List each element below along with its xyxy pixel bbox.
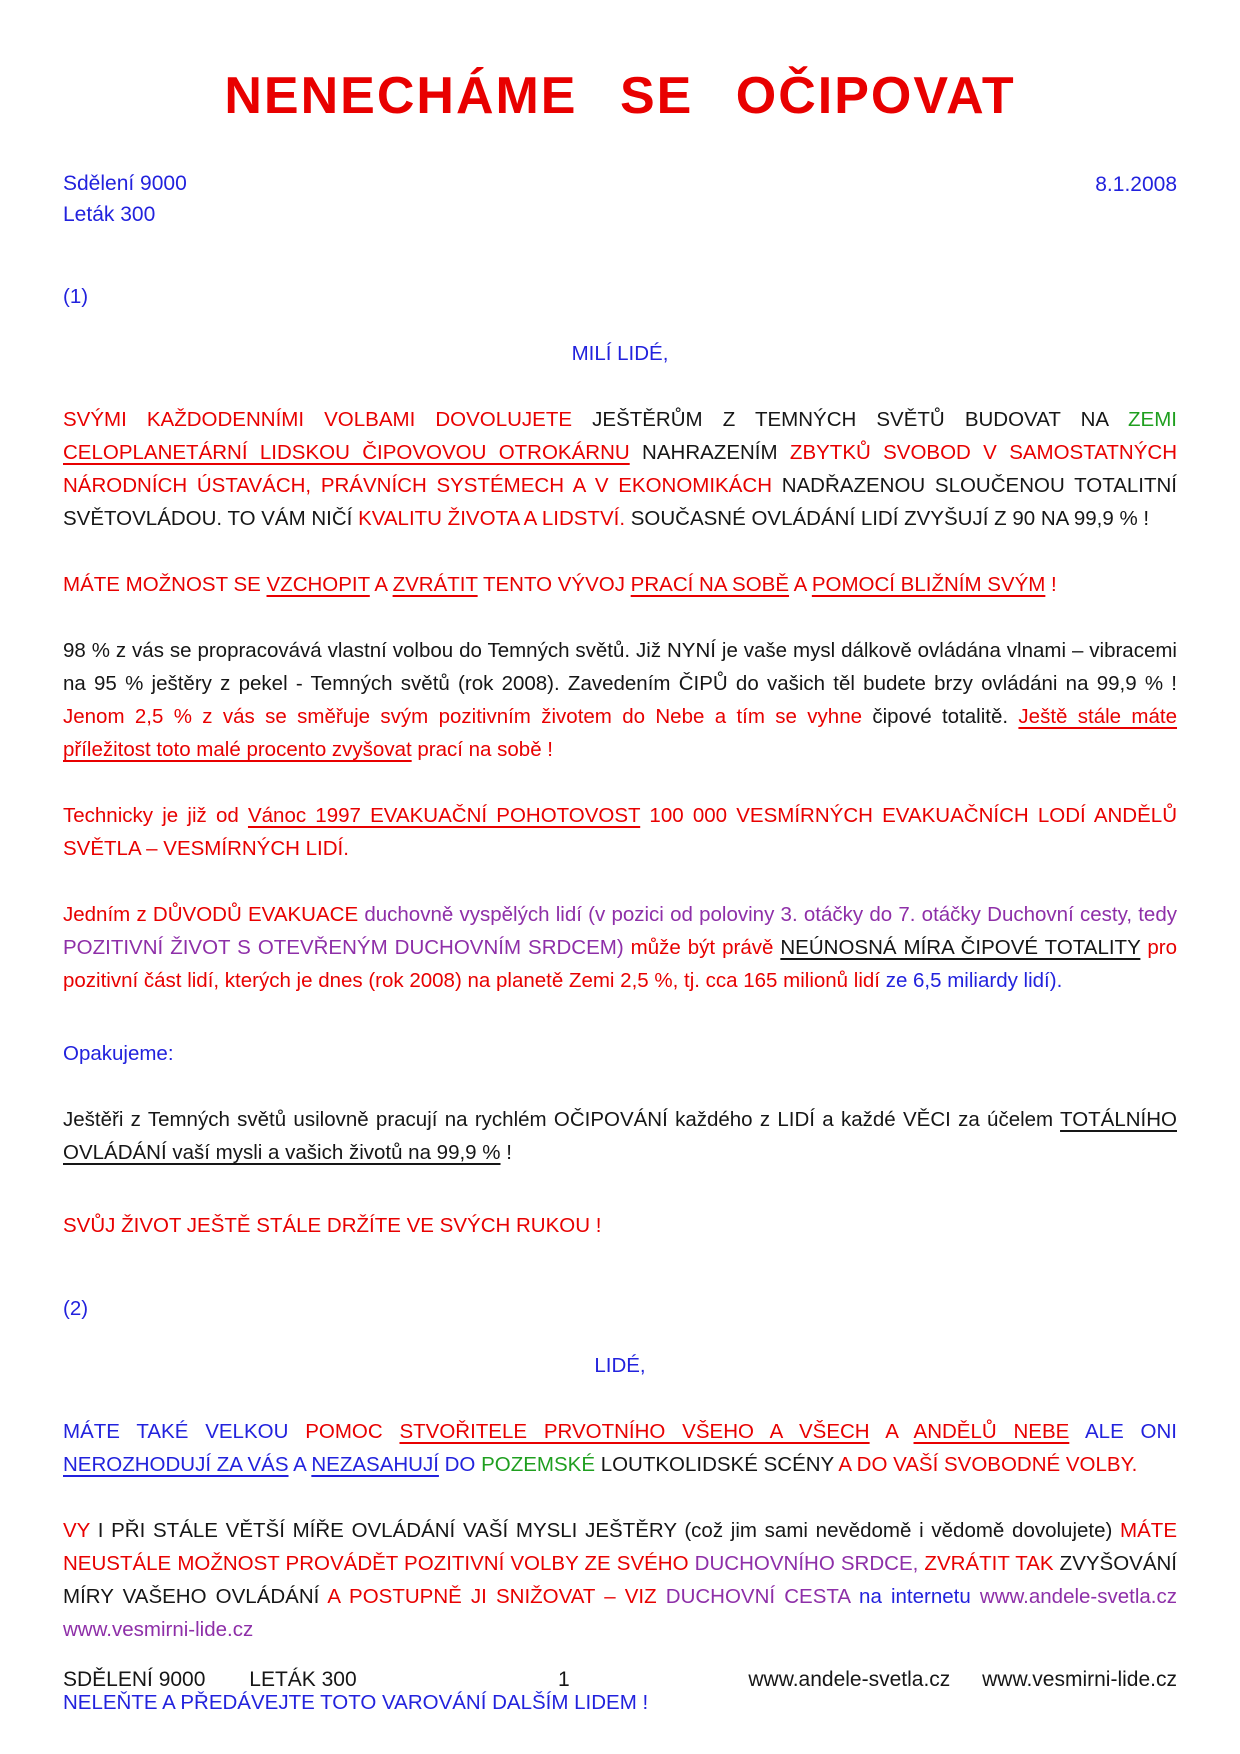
section-marker-2 [63,1292,1177,1325]
text-run: VY [63,1519,90,1542]
footer-urls [722,1668,1177,1692]
text-run: ALE ONI [1069,1420,1177,1443]
text-run: ZVRÁTIT [392,573,478,596]
text-run: A [369,573,393,596]
footer-url-andele-svetla: www.andele-svetla.cz [748,1668,951,1691]
text-run: SOUČASNÉ OVLÁDÁNÍ LIDÍ ZVYŠUJÍ Z 90 NA 99,9 % ! [630,507,1150,530]
text-run: ! [1045,573,1057,596]
text-run: TENTO VÝVOJ [477,573,631,596]
text-run: MILÍ LIDÉ, [571,342,669,365]
text-run: čipové totalitě. [872,705,1019,728]
text-run: POMOC [305,1420,400,1443]
text-run: NEROZHODUJÍ ZA VÁS [63,1453,289,1476]
text-run: duchovně vyspělých lidí (v pozici od poloviny 3. otáčky do 7. otáčky Duchovní cesty, tedy POZITIVNÍ ŽIVOT S OTEVŘENÝM DUCHOVNÍM SRDCEM) [63,903,1177,959]
text-run: CELOPLANETÁRNÍ LIDSKOU ČIPOVOVOU OTROKÁRNU [63,441,630,464]
text-run: A [869,1420,914,1443]
paragraph-opportunity [63,568,1177,601]
text-run: POMOCÍ BLIŽNÍM SVÝM [811,573,1046,596]
text-run: DO [438,1453,482,1476]
text-run: (2) [63,1297,89,1320]
document-blocks [63,280,1177,1719]
text-run: Opakujeme: [63,1042,174,1065]
header-date: 8.1.2008 [1095,173,1177,196]
text-run: MÁTE TAKÉ VELKOU [63,1420,306,1443]
text-run: Ještě stále máte příležitost toto malé procento zvyšovat [63,705,1177,761]
salutation-2 [63,1349,1177,1382]
footer-doc-id: SDĚLENÍ 9000 [63,1668,206,1691]
text-run: PRACÍ NA SOBĚ [630,573,790,596]
text-run: ! [500,1141,512,1164]
text-run: LOUTKOLIDSKÉ SCÉNY [600,1453,839,1476]
text-run: prací na sobě ! [411,738,553,761]
text-run: (1) [63,285,89,308]
text-run: ZVYŠOVÁNÍ MÍRY VAŠEHO OVLÁDÁNÍ [63,1552,1178,1608]
text-run: MÁTE NEUSTÁLE MOŽNOST PROVÁDĚT POZITIVNÍ VOLBY ZE SVÉHO [63,1519,1177,1575]
text-run: I PŘI STÁLE VĚTŠÍ MÍŘE OVLÁDÁNÍ VAŠÍ MYSLI JEŠTĚRY (což jim sami nevědomě i vědomě dovolujete) [89,1519,1121,1542]
text-run: Ještěři z Temných světů usilovně pracují na rychlém OČIPOVÁNÍ každého z LIDÍ a každé VĚCI za účelem [63,1108,1061,1131]
text-run: ZVRÁTIT TAK [918,1552,1060,1575]
paragraph-98-percent [63,634,1177,766]
text-run: DUCHOVNÍHO SRDCE, [694,1552,919,1575]
salutation-1 [63,337,1177,370]
text-run: ZBYTKŮ SVOBOD V SAMOSTATNÝCH NÁRODNÍCH ÚSTAVÁCH, PRÁVNÍCH SYSTÉMECH A V EKONOMIKÁCH [63,441,1177,497]
footer-page-number: 1 [558,1668,570,1691]
text-run: www.andele-svetla.cz www.vesmirni-lide.cz [63,1585,1178,1641]
text-run: NAHRAZENÍM [629,441,790,464]
text-run: ZEMI [1128,408,1177,431]
footer [63,1668,1177,1692]
footer-left [63,1668,357,1692]
text-run: POZEMSKÉ [481,1453,601,1476]
text-run: může být právě [630,936,781,959]
header-doc-id: Sdělení 9000 [63,172,187,195]
text-run: na internetu [859,1585,980,1608]
text-run: TOTÁLNÍHO OVLÁDÁNÍ vaší mysli a vašich životů na 99,9 % [63,1108,1177,1164]
label-repeat [63,1037,1177,1070]
text-run: 100 000 VESMÍRNÝCH EVAKUAČNÍCH LODÍ ANDĚLŮ SVĚTLA – VESMÍRNÝCH LIDÍ. [63,804,1177,860]
text-run: Vánoc 1997 EVAKUAČNÍ POHOTOVOST [247,804,641,827]
header-leaflet: Leták 300 [63,203,156,226]
footer-leaflet: LETÁK 300 [249,1668,357,1691]
paragraph-positive-choices [63,1514,1177,1646]
text-run: STVOŘITELE PRVOTNÍHO VŠEHO A VŠECH [399,1420,870,1443]
text-run: JEŠTĚRŮM Z TEMNÝCH SVĚTŮ BUDOVAT NA [592,408,1129,431]
paragraph-evacuation [63,799,1177,865]
text-run: DUCHOVNÍ CESTA [665,1585,860,1608]
text-run: pro pozitivní část lidí, kterých je dnes (rok 2008) na planetě Zemi 2,5 %, tj. cca 165 milionů lidí [63,936,1177,992]
paragraph-lizards [63,1103,1177,1169]
header [63,168,1177,230]
text-run: SVŮJ ŽIVOT JEŠTĚ STÁLE DRŽÍTE VE SVÝCH RUKOU ! [63,1214,602,1237]
section-marker-1 [63,280,1177,313]
text-run: KVALITU ŽIVOTA A LIDSTVÍ. [358,507,631,530]
text-run: NADŘAZENOU SLOUČENOU TOTALITNÍ SVĚTOVLÁDOU. TO VÁM NIČÍ [63,474,1177,530]
text-run: A DO VAŠÍ SVOBODNÉ VOLBY. [838,1453,1138,1476]
text-run: MÁTE MOŽNOST SE [63,573,267,596]
paragraph-choices [63,403,1177,535]
text-run: LIDÉ, [594,1354,646,1377]
text-run: Technicky je již od [63,804,248,827]
text-run: NELEŇTE A PŘEDÁVEJTE TOTO VAROVÁNÍ DALŠÍM LIDEM ! [63,1691,649,1714]
text-run: Jenom 2,5 % z vás se směřuje svým pozitivním životem do Nebe a tím se vyhne [63,705,873,728]
text-run: Jedním z DŮVODŮ EVAKUACE [63,903,365,926]
text-run: ze 6,5 miliardy lidí). [885,969,1063,992]
text-run: A POSTUPNĚ JI SNIŽOVAT – VIZ [327,1585,666,1608]
text-run: SVÝMI KAŽDODENNÍMI VOLBAMI DOVOLUJETE [63,408,593,431]
text-run: 98 % z vás se propracovává vlastní volbou do Temných světů. Již NYNÍ je vaše mysl dálkově ovládána vlnami – vibracemi na 95 % ještěry z pekel - Temných světů (rok 2008). Zavedením ČIPŮ do vašich těl budete brzy ovládáni na 99,9 % ! [63,639,1177,695]
text-run: ANDĚLŮ NEBE [913,1420,1070,1443]
paragraph-help [63,1415,1177,1481]
text-run: NEÚNOSNÁ MÍRA ČIPOVÉ TOTALITY [780,936,1141,959]
header-left [63,168,187,230]
text-run: A [789,573,812,596]
text-run: VZCHOPIT [266,573,370,596]
page-title: NENECHÁME SE OČIPOVAT [224,67,1016,125]
paragraph-evacuation-reason [63,898,1177,997]
text-run: NEZASAHUJÍ [311,1453,439,1476]
statement-own-life [63,1209,1177,1242]
text-run: A [288,1453,312,1476]
footer-url-vesmirni-lide: www.vesmirni-lide.cz [982,1668,1177,1691]
